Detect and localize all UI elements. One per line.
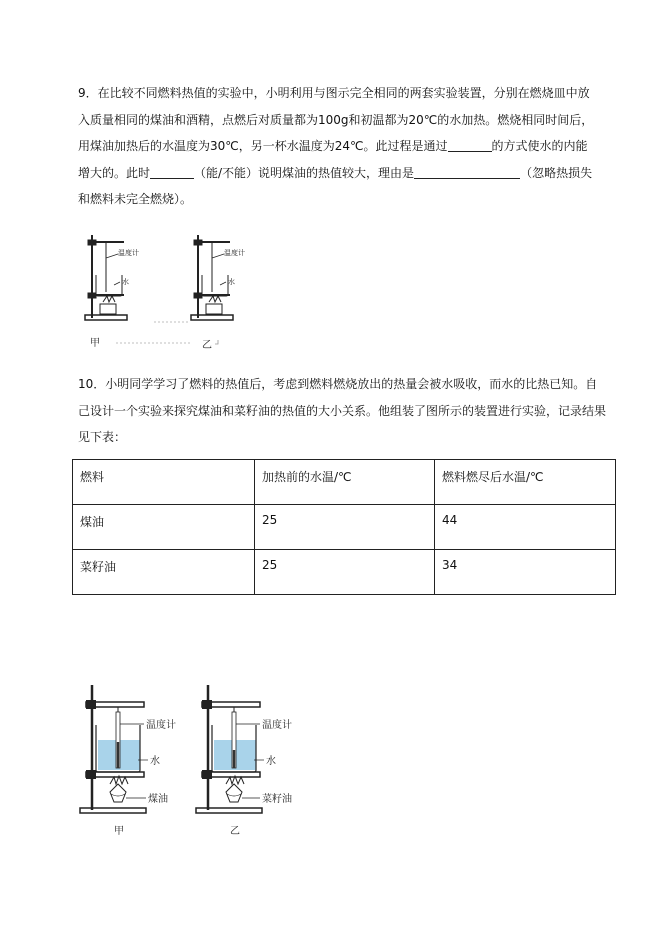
q10-apparatus-right <box>196 685 264 813</box>
q9-text-3: （能/不能）说明煤油的热值较大，理由是 <box>194 165 415 180</box>
q9-blank-2 <box>150 165 194 179</box>
q10-thermometer-label-left: 温度计 <box>146 720 176 731</box>
table-cell: 44 <box>435 505 616 550</box>
q9-thermometer-label-left: 温度计 <box>118 249 139 257</box>
q10-fuel-label-left: 煤油 <box>148 794 168 805</box>
table-header-cell: 燃料燃尽后水温/℃ <box>435 460 616 505</box>
table-cell: 25 <box>255 505 435 550</box>
table-header-cell: 燃料 <box>73 460 255 505</box>
table-row <box>73 505 616 550</box>
q10-figure <box>78 680 308 838</box>
q9-blank-1 <box>448 138 492 152</box>
q10-water-label-left: 水 <box>150 756 160 767</box>
table-cell: 25 <box>255 550 435 595</box>
q9-water-label-right: 水 <box>228 278 235 286</box>
q10-apparatus-left <box>80 685 148 813</box>
q9-blank-3 <box>414 165 520 179</box>
q10-fuel-label-right: 菜籽油 <box>262 794 292 805</box>
question-9 <box>78 80 598 213</box>
q9-apparatus-right <box>191 235 233 320</box>
q9-text-1: 9．在比较不同燃料热值的实验中，小明利用与图示完全相同的两套实验装置，分别在燃烧皿中放入质量相同的煤油和酒精，点燃后对质量都为100g和初温都为20℃的水加热。燃烧相同时间后，用煤油加热后的水温度为30℃，另一杯水温度为24℃。此过程是通过 <box>78 86 594 153</box>
q9-water-label-left: 水 <box>122 278 129 286</box>
table-row <box>73 550 616 595</box>
q9-caption-left: 甲 <box>90 338 100 349</box>
table-header-cell: 加热前的水温/℃ <box>255 460 435 505</box>
return-mark-icon <box>215 340 218 344</box>
table-cell: 煤油 <box>73 505 255 550</box>
q10-caption-left: 甲 <box>114 826 124 837</box>
question-10 <box>78 371 608 451</box>
table-cell: 34 <box>435 550 616 595</box>
q9-text-2: 的方式使水的内能增大的。此时 <box>78 139 588 180</box>
results-table <box>72 459 616 595</box>
q9-figure <box>84 230 254 355</box>
table-header-row <box>73 460 616 505</box>
q10-caption-right: 乙 <box>230 826 240 837</box>
q10-thermometer-label-right: 温度计 <box>262 720 292 731</box>
q10-text: 10．小明同学学习了燃料的热值后，考虑到燃料燃烧放出的热量会被水吸收，而水的比热已知。自己设计一个实验来探究煤油和菜籽油的热值的大小关系。他组装了图所示的装置进行实验，记录结果见下表： <box>78 377 607 444</box>
q9-thermometer-label-right: 温度计 <box>224 249 245 257</box>
q9-text-4: （忽略热损失和燃料未完全燃烧）。 <box>78 165 593 206</box>
q10-water-label-right: 水 <box>266 756 276 767</box>
q9-caption-right: 乙 <box>202 340 212 351</box>
table-cell: 菜籽油 <box>73 550 255 595</box>
q9-apparatus-left <box>85 235 127 320</box>
